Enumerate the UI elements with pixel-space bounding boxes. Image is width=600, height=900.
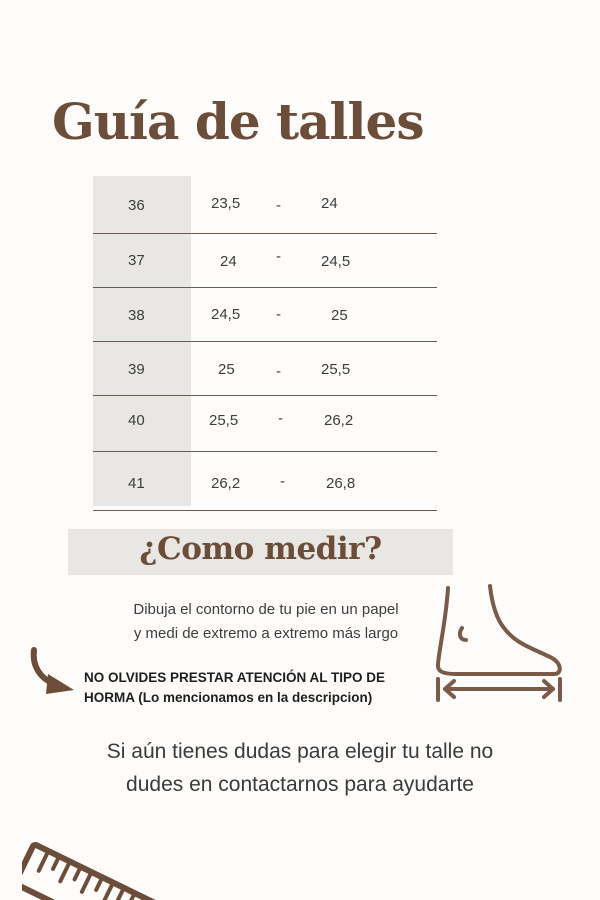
max-length-cell: 26,2 xyxy=(324,412,354,429)
size-cell: 37 xyxy=(128,252,145,269)
warning-line: HORMA (Lo mencionamos en la descripcion) xyxy=(84,690,373,705)
size-cell: 39 xyxy=(128,361,145,378)
measure-instructions xyxy=(86,598,446,646)
help-line: dudes en contactarnos para ayudarte xyxy=(126,773,474,796)
page-title: Guía de talles xyxy=(52,92,424,151)
table-row xyxy=(93,452,437,511)
range-dash: - xyxy=(276,306,281,323)
table-row xyxy=(93,234,437,288)
help-line: Si aún tienes dudas para elegir tu talle no xyxy=(106,740,494,763)
min-length-cell: 24,5 xyxy=(211,306,241,323)
size-cell: 40 xyxy=(128,412,145,429)
instruction-line: y medi de extremo a extremo más largo xyxy=(133,625,399,642)
max-length-cell: 24,5 xyxy=(321,253,351,270)
max-length-cell: 25 xyxy=(331,307,348,324)
max-length-cell: 24 xyxy=(321,195,338,212)
foot-measure-icon xyxy=(432,582,567,707)
range-dash: - xyxy=(278,410,283,427)
min-length-cell: 26,2 xyxy=(211,475,241,492)
min-length-cell: 23,5 xyxy=(211,195,241,212)
section-title: ¿Como medir? xyxy=(139,531,382,567)
range-dash: - xyxy=(276,197,281,214)
size-cell: 36 xyxy=(128,197,145,214)
range-dash: - xyxy=(276,363,281,380)
table-row xyxy=(93,288,437,342)
size-cell: 41 xyxy=(128,475,145,492)
table-row xyxy=(93,396,437,452)
curved-arrow-icon xyxy=(28,646,78,696)
table-row xyxy=(93,342,437,396)
table-row xyxy=(93,176,437,234)
min-length-cell: 24 xyxy=(220,253,237,270)
min-length-cell: 25,5 xyxy=(209,412,239,429)
size-cell: 38 xyxy=(128,307,145,324)
instruction-line: Dibuja el contorno de tu pie en un papel xyxy=(133,601,399,618)
max-length-cell: 26,8 xyxy=(326,475,356,492)
max-length-cell: 25,5 xyxy=(321,361,351,378)
range-dash: - xyxy=(280,473,285,490)
min-length-cell: 25 xyxy=(218,361,235,378)
ruler-icon xyxy=(22,800,262,900)
how-to-measure-banner xyxy=(68,529,453,575)
contact-help-text xyxy=(40,735,560,801)
size-table xyxy=(93,176,437,511)
warning-line: NO OLVIDES PRESTAR ATENCIÓN AL TIPO DE xyxy=(84,670,386,685)
horma-warning xyxy=(84,668,385,708)
range-dash: - xyxy=(276,248,281,265)
